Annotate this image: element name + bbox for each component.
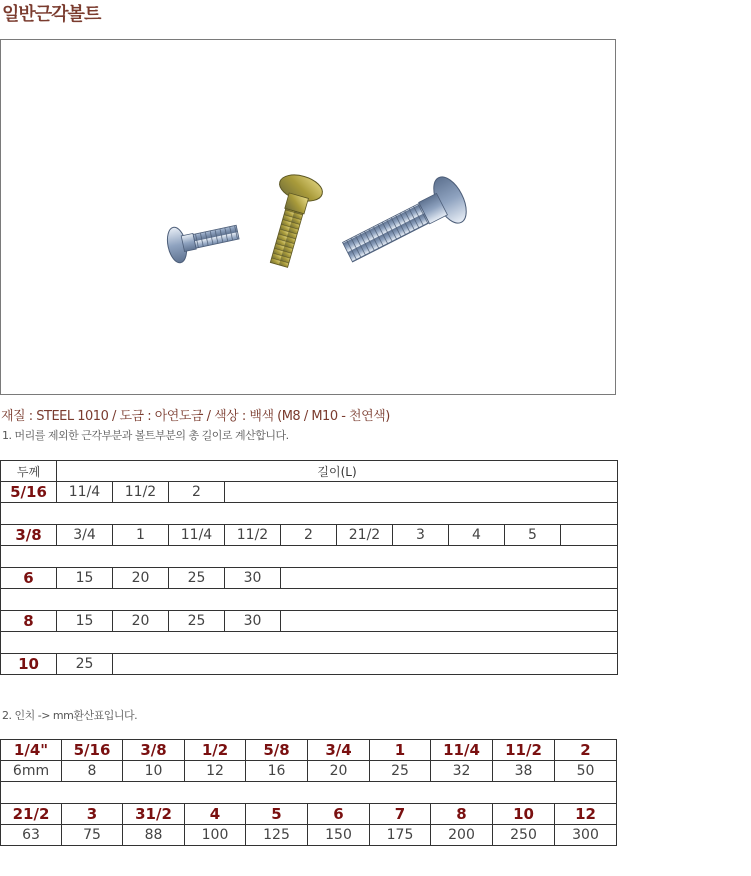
empty-cell	[561, 525, 618, 546]
spacer-row	[1, 782, 617, 804]
length-cell: 1	[113, 525, 169, 546]
length-cell: 11/4	[169, 525, 225, 546]
spacer-row	[1, 503, 618, 525]
inch-cell: 8	[431, 804, 493, 825]
length-cell: 15	[57, 568, 113, 589]
mm-cell: 25	[370, 761, 431, 782]
mm-cell: 8	[62, 761, 123, 782]
spacer-row	[1, 546, 618, 568]
inch-cell: 21/2	[1, 804, 62, 825]
header-length: 길이(L)	[57, 461, 618, 482]
inch-cell: 11/2	[493, 740, 555, 761]
length-cell: 3	[393, 525, 449, 546]
inch-cell: 6	[308, 804, 370, 825]
inch-row	[1, 740, 617, 761]
mm-cell: 175	[370, 825, 431, 846]
bolts-photo-icon	[1, 40, 615, 394]
thickness-cell: 5/16	[1, 482, 57, 503]
mm-cell: 6mm	[1, 761, 62, 782]
inch-row	[1, 804, 617, 825]
inch-cell: 1/4"	[1, 740, 62, 761]
table-row	[1, 482, 618, 503]
length-cell: 30	[225, 568, 281, 589]
table-row	[1, 654, 618, 675]
length-cell: 11/2	[113, 482, 169, 503]
inch-cell: 4	[185, 804, 246, 825]
mm-cell: 100	[185, 825, 246, 846]
mm-cell: 10	[123, 761, 185, 782]
mm-cell: 125	[246, 825, 308, 846]
inch-cell: 7	[370, 804, 431, 825]
mm-cell: 300	[555, 825, 617, 846]
thickness-cell: 6	[1, 568, 57, 589]
mm-cell: 200	[431, 825, 493, 846]
inch-cell: 3/4	[308, 740, 370, 761]
mm-cell: 20	[308, 761, 370, 782]
length-cell: 25	[169, 568, 225, 589]
length-cell: 4	[449, 525, 505, 546]
note-length: 1. 머리를 제외한 근각부분과 볼트부분의 총 길이로 계산합니다.	[2, 429, 289, 442]
inch-cell: 5/16	[62, 740, 123, 761]
empty-cell	[225, 482, 618, 503]
mm-cell: 38	[493, 761, 555, 782]
product-photo	[0, 39, 616, 395]
length-cell: 30	[225, 611, 281, 632]
mm-cell: 12	[185, 761, 246, 782]
mm-cell: 63	[1, 825, 62, 846]
length-cell: 2	[281, 525, 337, 546]
inch-cell: 10	[493, 804, 555, 825]
page-title: 일반근각볼트	[2, 4, 101, 25]
material-info: 재질 : STEEL 1010 / 도금 : 아연도금 / 색상 : 백색 (M8 / M10 - 천연색)	[1, 409, 390, 424]
mm-cell: 75	[62, 825, 123, 846]
inch-cell: 5	[246, 804, 308, 825]
conversion-table	[0, 739, 617, 846]
length-table	[0, 460, 618, 675]
note-conversion: 2. 인치 -> mm환산표입니다.	[2, 709, 138, 722]
length-cell: 15	[57, 611, 113, 632]
length-cell: 11/2	[225, 525, 281, 546]
thickness-cell: 3/8	[1, 525, 57, 546]
length-cell: 21/2	[337, 525, 393, 546]
mm-row	[1, 761, 617, 782]
inch-cell: 1/2	[185, 740, 246, 761]
inch-cell: 12	[555, 804, 617, 825]
thickness-cell: 8	[1, 611, 57, 632]
inch-cell: 5/8	[246, 740, 308, 761]
length-cell: 20	[113, 611, 169, 632]
mm-cell: 50	[555, 761, 617, 782]
mm-cell: 88	[123, 825, 185, 846]
inch-cell: 3/8	[123, 740, 185, 761]
spacer-row	[1, 632, 618, 654]
length-cell: 11/4	[57, 482, 113, 503]
mm-cell: 150	[308, 825, 370, 846]
empty-cell	[113, 654, 618, 675]
inch-cell: 1	[370, 740, 431, 761]
length-cell: 25	[57, 654, 113, 675]
table-row	[1, 568, 618, 589]
spacer-row	[1, 589, 618, 611]
empty-cell	[281, 568, 618, 589]
inch-cell: 3	[62, 804, 123, 825]
empty-cell	[281, 611, 618, 632]
header-thickness: 두께	[1, 461, 57, 482]
length-cell: 25	[169, 611, 225, 632]
length-cell: 5	[505, 525, 561, 546]
table-row	[1, 525, 618, 546]
inch-cell: 2	[555, 740, 617, 761]
mm-cell: 32	[431, 761, 493, 782]
table-row	[1, 611, 618, 632]
mm-cell: 250	[493, 825, 555, 846]
mm-row	[1, 825, 617, 846]
length-cell: 3/4	[57, 525, 113, 546]
length-cell: 20	[113, 568, 169, 589]
inch-cell: 11/4	[431, 740, 493, 761]
length-cell: 2	[169, 482, 225, 503]
inch-cell: 31/2	[123, 804, 185, 825]
mm-cell: 16	[246, 761, 308, 782]
thickness-cell: 10	[1, 654, 57, 675]
